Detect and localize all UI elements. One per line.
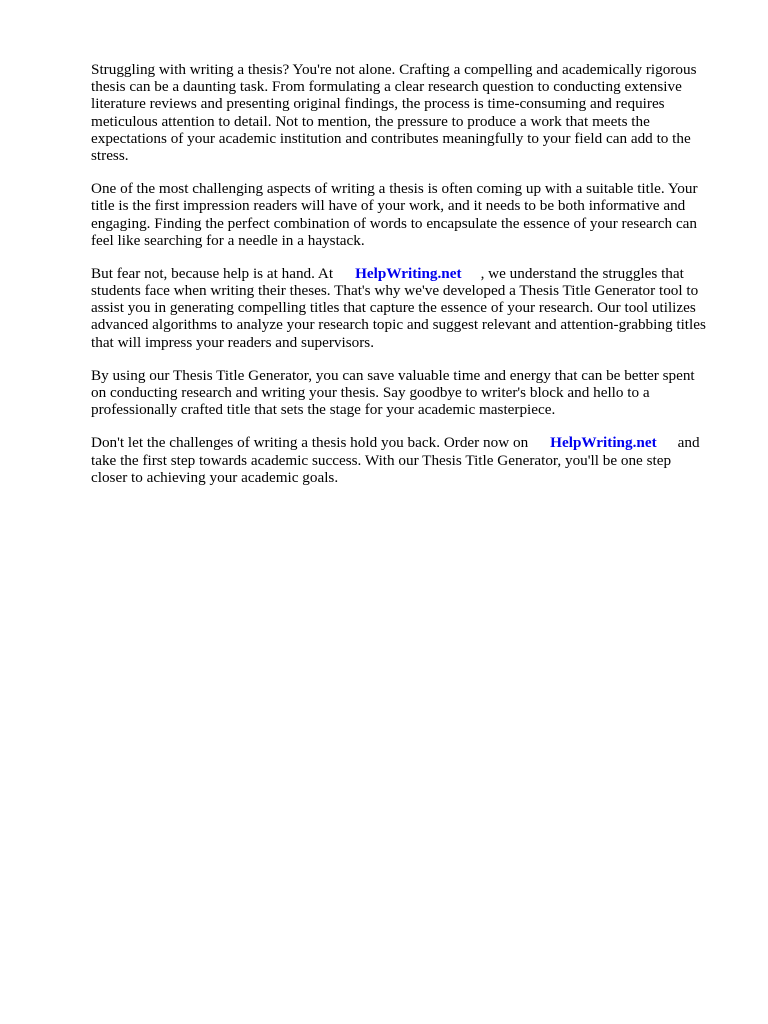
paragraph-line: that will impress your readers and supervisors. [91, 333, 375, 351]
paragraph-line: engaging. Finding the perfect combination of words to encapsulate the essence of your research can [91, 214, 698, 232]
paragraph-line: feel like searching for a needle in a haystack. [91, 231, 365, 249]
line-text: and [677, 434, 700, 452]
helpwriting-link[interactable]: HelpWriting.net [550, 434, 657, 452]
paragraph-line: take the first step towards academic success. With our Thesis Title Generator, you'll be one step [91, 451, 672, 469]
paragraph-line: students face when writing their theses. That's why we've developed a Thesis Title Generator tool to [91, 282, 699, 300]
paragraph-line: on conducting research and writing your thesis. Say goodbye to writer's block and hello to a [91, 384, 650, 401]
line-text: But fear not, because help is at hand. At [91, 264, 334, 282]
paragraph-line-with-link [91, 434, 727, 451]
paragraph-1 [91, 61, 727, 164]
paragraph-line: By using our Thesis Title Generator, you can save valuable time and energy that can be better spent [91, 366, 695, 384]
paragraph-spacer [91, 164, 727, 180]
paragraph-line: closer to achieving your academic goals. [91, 468, 339, 486]
document-body [91, 61, 727, 486]
paragraph-line: expectations of your academic institution and contributes meaningfully to your field can add to the [91, 129, 691, 147]
line-text: , we understand the struggles that [480, 264, 684, 282]
line-text: Don't let the challenges of writing a thesis hold you back. Order now on [91, 434, 529, 452]
paragraph-spacer [91, 418, 727, 434]
paragraph-line: meticulous attention to detail. Not to mention, the pressure to produce a work that meets the [91, 112, 650, 130]
paragraph-line: title is the first impression readers will have of your work, and it needs to be both informative and [91, 197, 686, 215]
paragraph-line: thesis can be a daunting task. From formulating a clear research question to conducting extensive [91, 78, 682, 96]
paragraph-line: Struggling with writing a thesis? You're not alone. Crafting a compelling and academically rigorous [91, 61, 697, 78]
paragraph-line: One of the most challenging aspects of writing a thesis is often coming up with a suitable title. Your [91, 180, 698, 198]
paragraph-spacer [91, 249, 727, 265]
paragraph-4 [91, 367, 727, 419]
paragraph-spacer [91, 351, 727, 367]
paragraph-line: professionally crafted title that sets the stage for your academic masterpiece. [91, 401, 556, 419]
paragraph-3 [91, 265, 727, 351]
paragraph-line: literature reviews and presenting original findings, the process is time-consuming and requires [91, 95, 665, 113]
helpwriting-link[interactable]: HelpWriting.net [355, 264, 462, 282]
paragraph-line-with-link [91, 265, 727, 282]
paragraph-5 [91, 434, 727, 486]
paragraph-line: stress. [91, 146, 129, 164]
paragraph-2 [91, 180, 727, 249]
paragraph-line: assist you in generating compelling titles that capture the essence of your research. Our tool utilizes [91, 299, 696, 317]
paragraph-line: advanced algorithms to analyze your research topic and suggest relevant and attention-grabbing titles [91, 316, 706, 334]
